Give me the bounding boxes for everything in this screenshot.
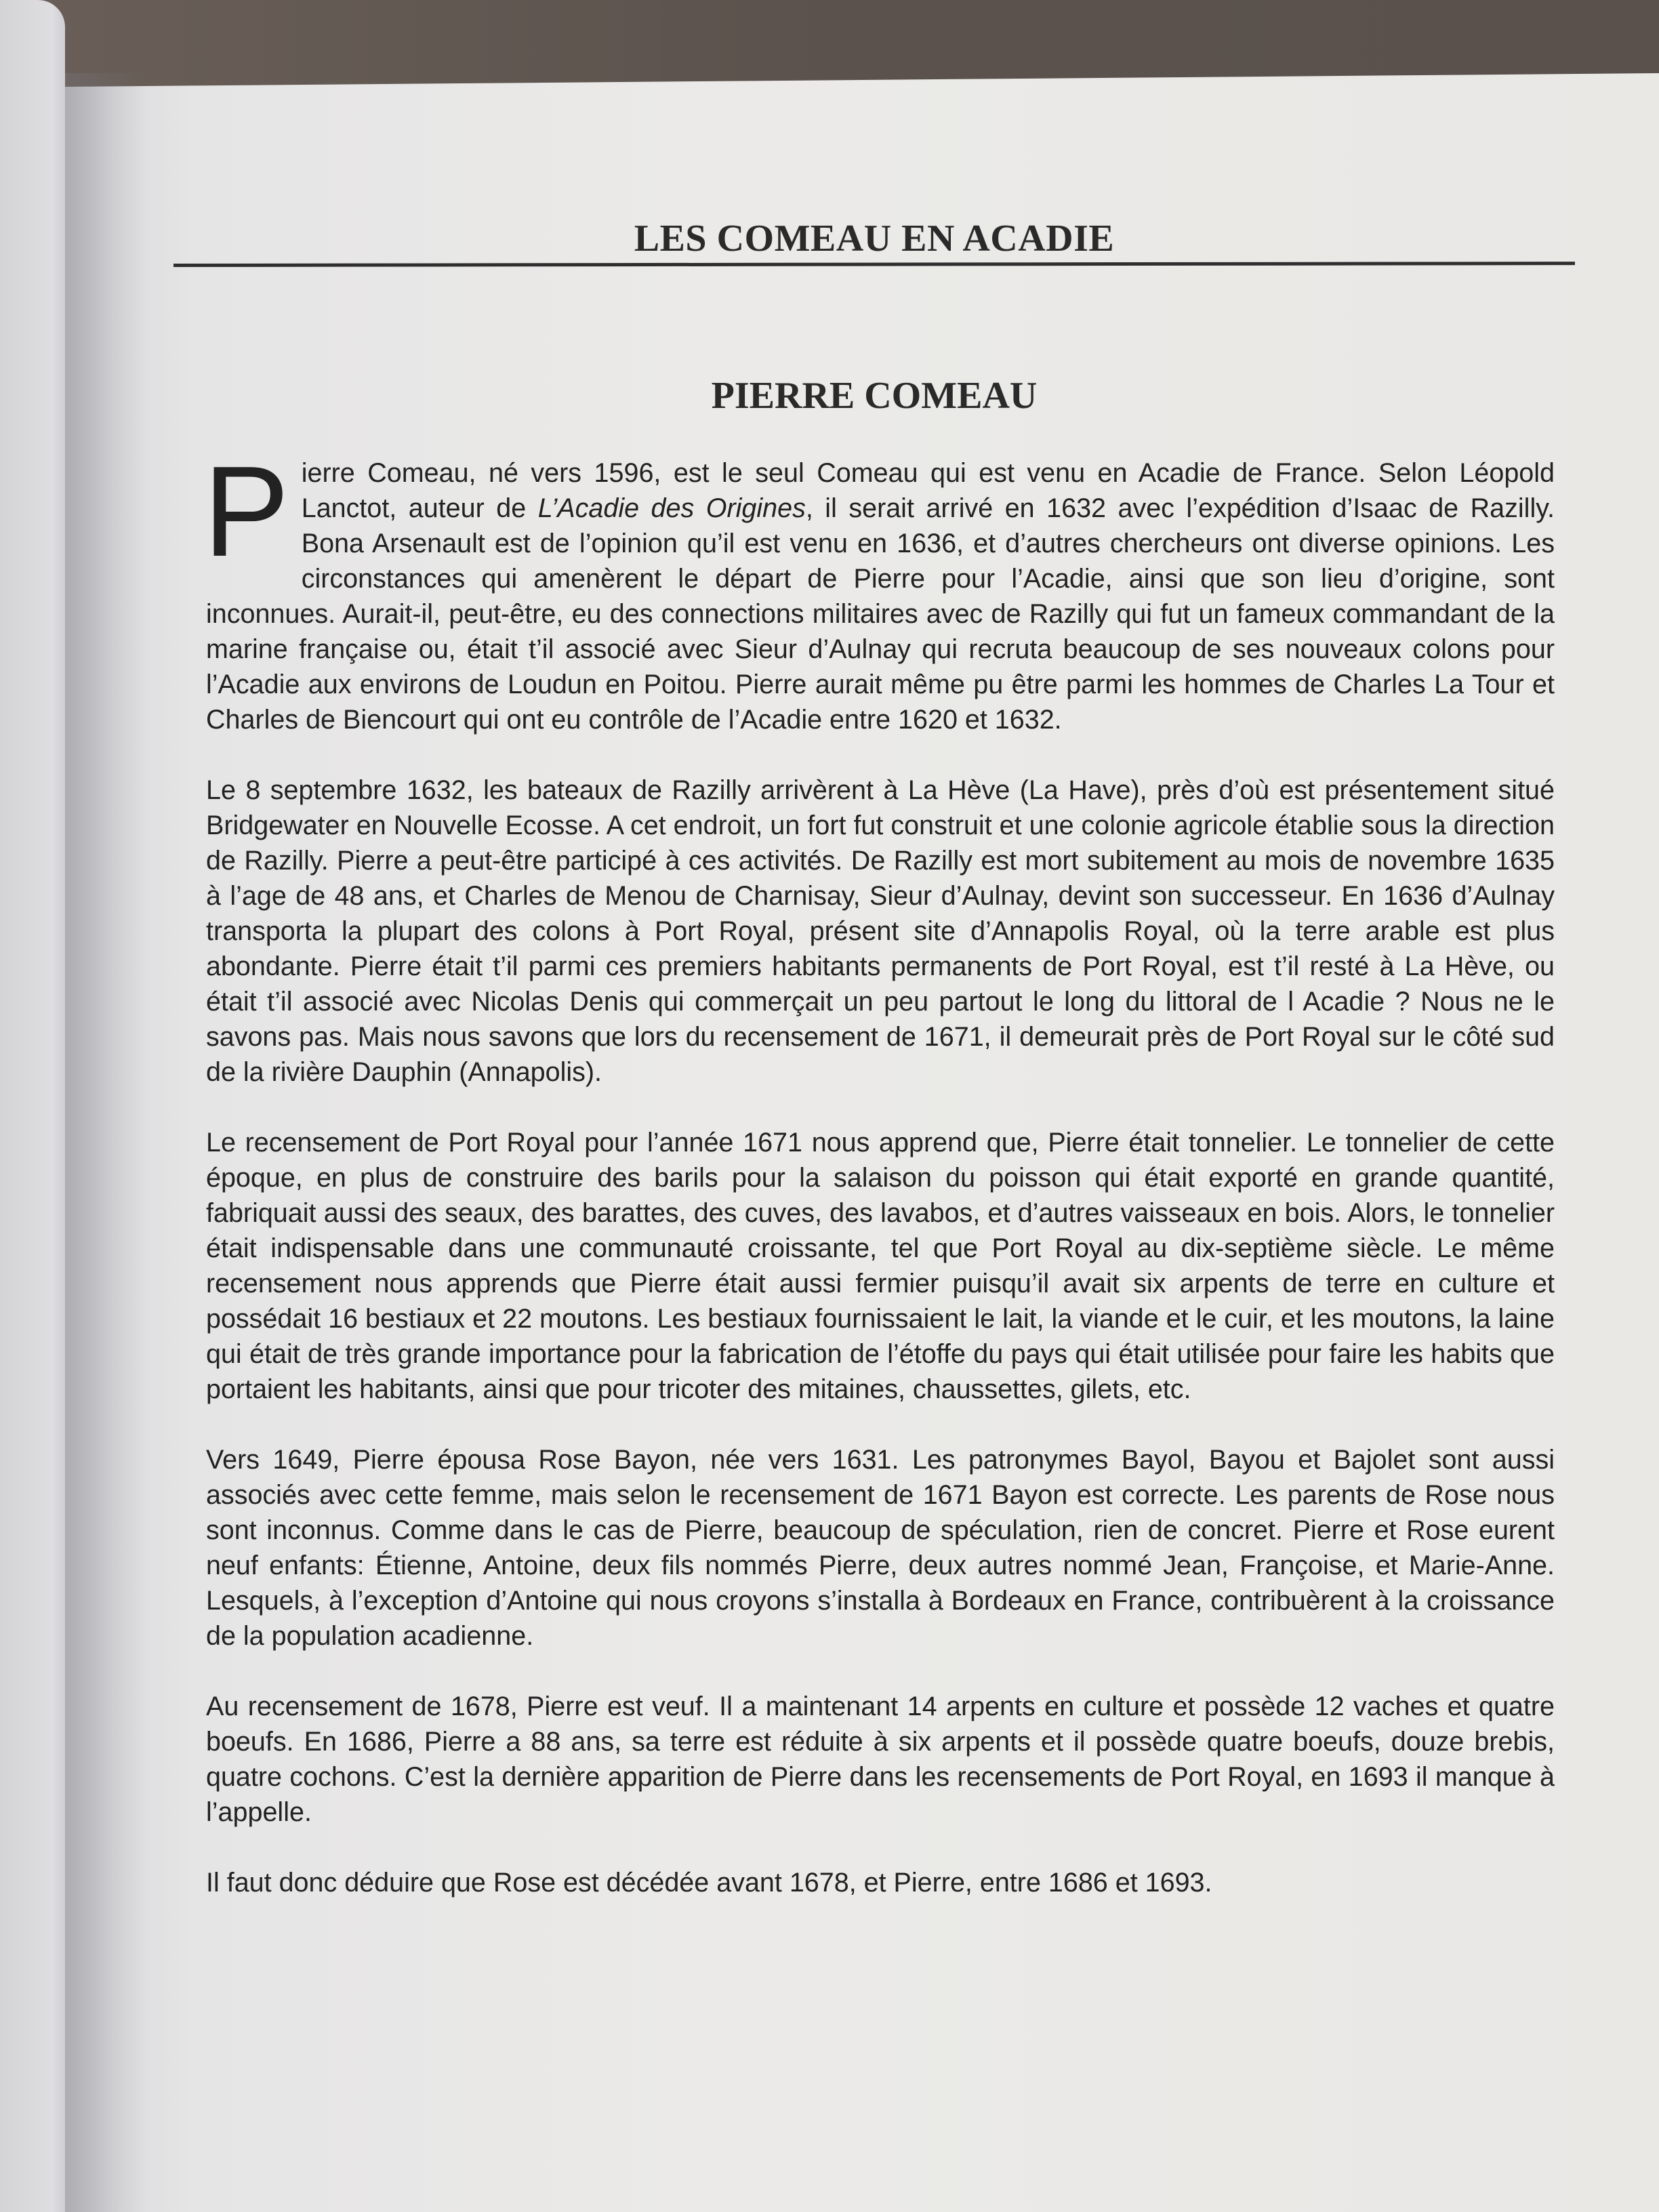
drop-cap: P (203, 440, 289, 583)
paragraph-2: Le 8 septembre 1632, les bateaux de Razilly arrivèrent à La Hève (La Have), près d’où est présentement situé Bridgewater en Nouvelle Ecosse. A cet endroit, un fort fut construit et une colonie agricole établie sous la direction de Razilly. Pierre a peut-être participé à ces activités. De Razilly est mort subitement au mois de novembre 1635 à l’age de 48 ans, et Charles de Menou de Charnisay, Sieur d’Aulnay, devint son successeur. En 1636 d’Aulnay transporta la plupart des colons à Port Royal, présent site d’Annapolis Royal, où la terre arable est plus abondante. Pierre était t’il parmi ces premiers habitants permanents de Port Royal, est t’il resté à La Hève, ou était t’il associé avec Nicolas Denis qui commerçait un peu partout le long du littoral de l Acadie ? Nous ne le savons pas. Mais nous savons que lors du recensement de 1671, il demeurait près de Port Royal sur le côté sud de la rivière Dauphin (Annapolis). (206, 775, 1555, 1087)
running-head: LES COMEAU EN ACADIE (634, 218, 1115, 260)
paragraph-3: Le recensement de Port Royal pour l’année 1671 nous apprend que, Pierre était tonnelier. Le tonnelier de cette époque, en plus de construire des barils pour la salaison du poisson qui était exporté en grande quantité, fabriquait aussi des seaux, des barattes, des cuves, des lavabos, et d’autres vaisseaux en bois. Alors, le tonnelier était indispensable dans une communauté croissante, tel que Port Royal au dix-septième siècle. Le même recensement nous apprends que Pierre était aussi fermier puisqu’il avait six arpents de terre en culture et possédait 16 bestiaux et 22 moutons. Les bestiaux fournissaient le lait, la viande et le cuir, et les moutons, la laine qui était de très grande importance pour la fabrication de l’étoffe du pays qui était utilisée pour faire les habits que portaient les habitants, ainsi que pour tricoter des mitaines, chaussettes, gilets, etc. (206, 1128, 1555, 1404)
book-title: L’Acadie des Origines (537, 493, 806, 523)
paragraph-1 (203, 440, 1555, 737)
paragraph-1-text-a: ierre Comeau, né vers 1596, est le seul Comeau qui est venu en Acadie de France. Selon Léopold Lanctot, auteur de (301, 458, 1555, 523)
paragraph-5: Au recensement de 1678, Pierre est veuf. Il a maintenant 14 arpents en culture et possède 12 vaches et quatre boeufs. En 1686, Pierre a 88 ans, sa terre est réduite à six arpents et il possède quatre boeufs, douze brebis, quatre cochons. C’est la dernière apparition de Pierre dans les recensements de Port Royal, en 1693 il manque à l’appelle. (206, 1692, 1555, 1827)
paragraph-1-text-b: , il serait arrivé en 1632 avec l’expédition d’Isaac de Razilly. Bona Arsenault est de l’opinion qu’il est venu en 1636, et d’autres chercheurs ont diverse opinions. Les circonstances qui amenèrent le départ de Pierre pour l’Acadie, ainsi que son lieu d’origine, sont inconnues. Aurait-il, peut-être, eu des connections militaires avec de Razilly qui fut un fameux commandant de la marine française ou, était t’il associé avec Sieur d’Aulnay qui recruta beaucoup de ses nouveaux colons pour l’Acadie aux environs de Loudun en Poitou. Pierre aurait même pu être parmi les hommes de Charles La Tour et Charles de Biencourt qui ont eu contrôle de l’Acadie entre 1620 et 1632. (206, 493, 1555, 735)
chapter-title: PIERRE COMEAU (711, 375, 1038, 417)
facing-page-edge (0, 0, 65, 2212)
article-body (203, 440, 1555, 1936)
paragraph-6: Il faut donc déduire que Rose est décédée avant 1678, et Pierre, entre 1686 et 1693. (206, 1868, 1212, 1898)
paragraph-4: Vers 1649, Pierre épousa Rose Bayon, née vers 1631. Les patronymes Bayol, Bayou et Bajolet sont aussi associés avec cette femme, mais selon le recensement de 1671 Bayon est correcte. Les parents de Rose nous sont inconnus. Comme dans le cas de Pierre, beaucoup de spéculation, rien de concret. Pierre et Rose eurent neuf enfants: Étienne, Antoine, deux fils nommés Pierre, deux autres nommé Jean, Françoise, et Marie-Anne. Lesquels, à l’exception d’Antoine qui nous croyons s’installa à Bordeaux en France, contribuèrent à la croissance de la population acadienne. (206, 1445, 1555, 1651)
